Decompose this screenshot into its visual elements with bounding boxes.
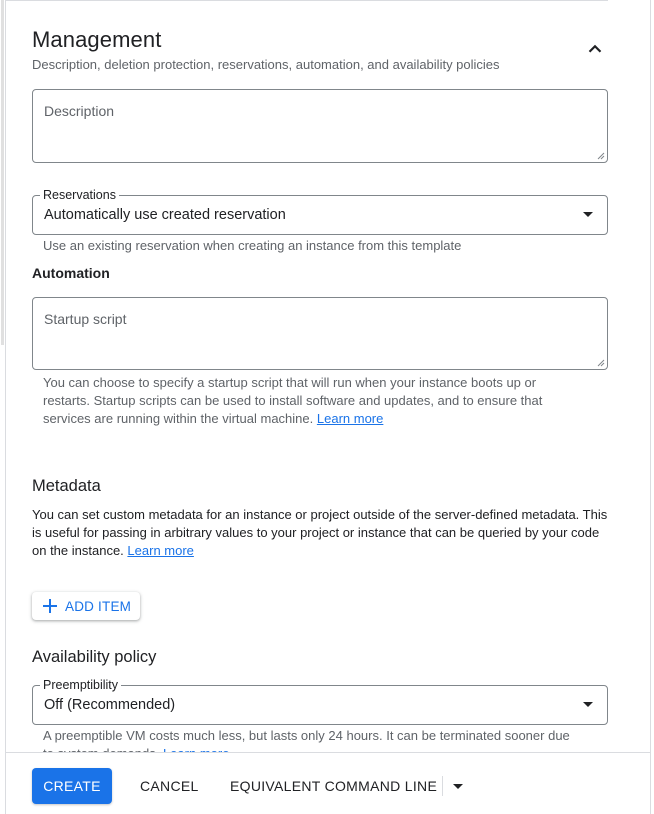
equivalent-command-line-button[interactable]: EQUIVALENT COMMAND LINE — [230, 778, 438, 794]
dropdown-arrow-icon — [583, 212, 593, 217]
description-placeholder: Description — [44, 103, 115, 119]
reservations-hint: Use an existing reservation when creating an instance from this template — [43, 238, 462, 253]
section-subtitle: Description, deletion protection, reservations, automation, and availability policies — [32, 57, 500, 72]
resize-grip-icon[interactable] — [597, 359, 605, 367]
add-item-label: ADD ITEM — [65, 598, 132, 614]
management-panel — [6, 0, 650, 752]
add-item-button[interactable] — [32, 592, 140, 620]
preemptibility-value: Off (Recommended) — [44, 697, 176, 713]
reservations-select[interactable] — [32, 188, 608, 235]
footer-actions — [6, 752, 650, 814]
preemptibility-label: Preemptibility — [40, 678, 121, 692]
automation-hint-text: You can choose to specify a startup script that will run when your instance boots up or restarts. Startup scripts can be used to install software and updates, and to ensure that services are running within the virtual machine. — [43, 375, 543, 426]
dropdown-arrow-icon — [583, 702, 593, 707]
resize-grip-icon[interactable] — [597, 152, 605, 160]
button-divider — [442, 776, 443, 796]
automation-heading: Automation — [32, 265, 110, 281]
automation-learn-more-link[interactable]: Learn more — [316, 411, 384, 426]
scrollbar-thumb[interactable] — [1, 0, 4, 345]
cancel-button[interactable]: CANCEL — [140, 778, 199, 794]
description-field[interactable] — [32, 89, 608, 163]
metadata-body-text: You can set custom metadata for an instance or project outside of the server-defined metadata. This is useful for passing in arbitrary values to your project or instance that can be queried by your code on the instance. — [32, 507, 608, 558]
command-line-dropdown-button[interactable] — [446, 768, 470, 804]
plus-icon — [42, 598, 58, 614]
reservations-value: Automatically use created reservation — [44, 207, 286, 223]
dropdown-arrow-icon — [453, 784, 463, 789]
collapse-button[interactable] — [584, 38, 606, 60]
preemptibility-select[interactable] — [32, 678, 608, 725]
availability-hint-text: A preemptible VM costs much less, but lasts only 24 hours. It can be terminated sooner due — [43, 728, 570, 743]
startup-script-field[interactable] — [32, 297, 608, 370]
metadata-title: Metadata — [32, 477, 101, 495]
create-button[interactable]: CREATE — [32, 768, 112, 804]
startup-script-placeholder: Startup script — [44, 311, 127, 327]
section-title: Management — [32, 27, 162, 52]
reservations-label: Reservations — [40, 188, 119, 202]
chevron-up-icon — [584, 38, 606, 60]
automation-hint — [43, 374, 583, 428]
metadata-learn-more-link[interactable]: Learn more — [127, 543, 194, 558]
availability-title: Availability policy — [32, 648, 157, 666]
metadata-description — [32, 506, 610, 560]
right-edge — [650, 0, 654, 814]
